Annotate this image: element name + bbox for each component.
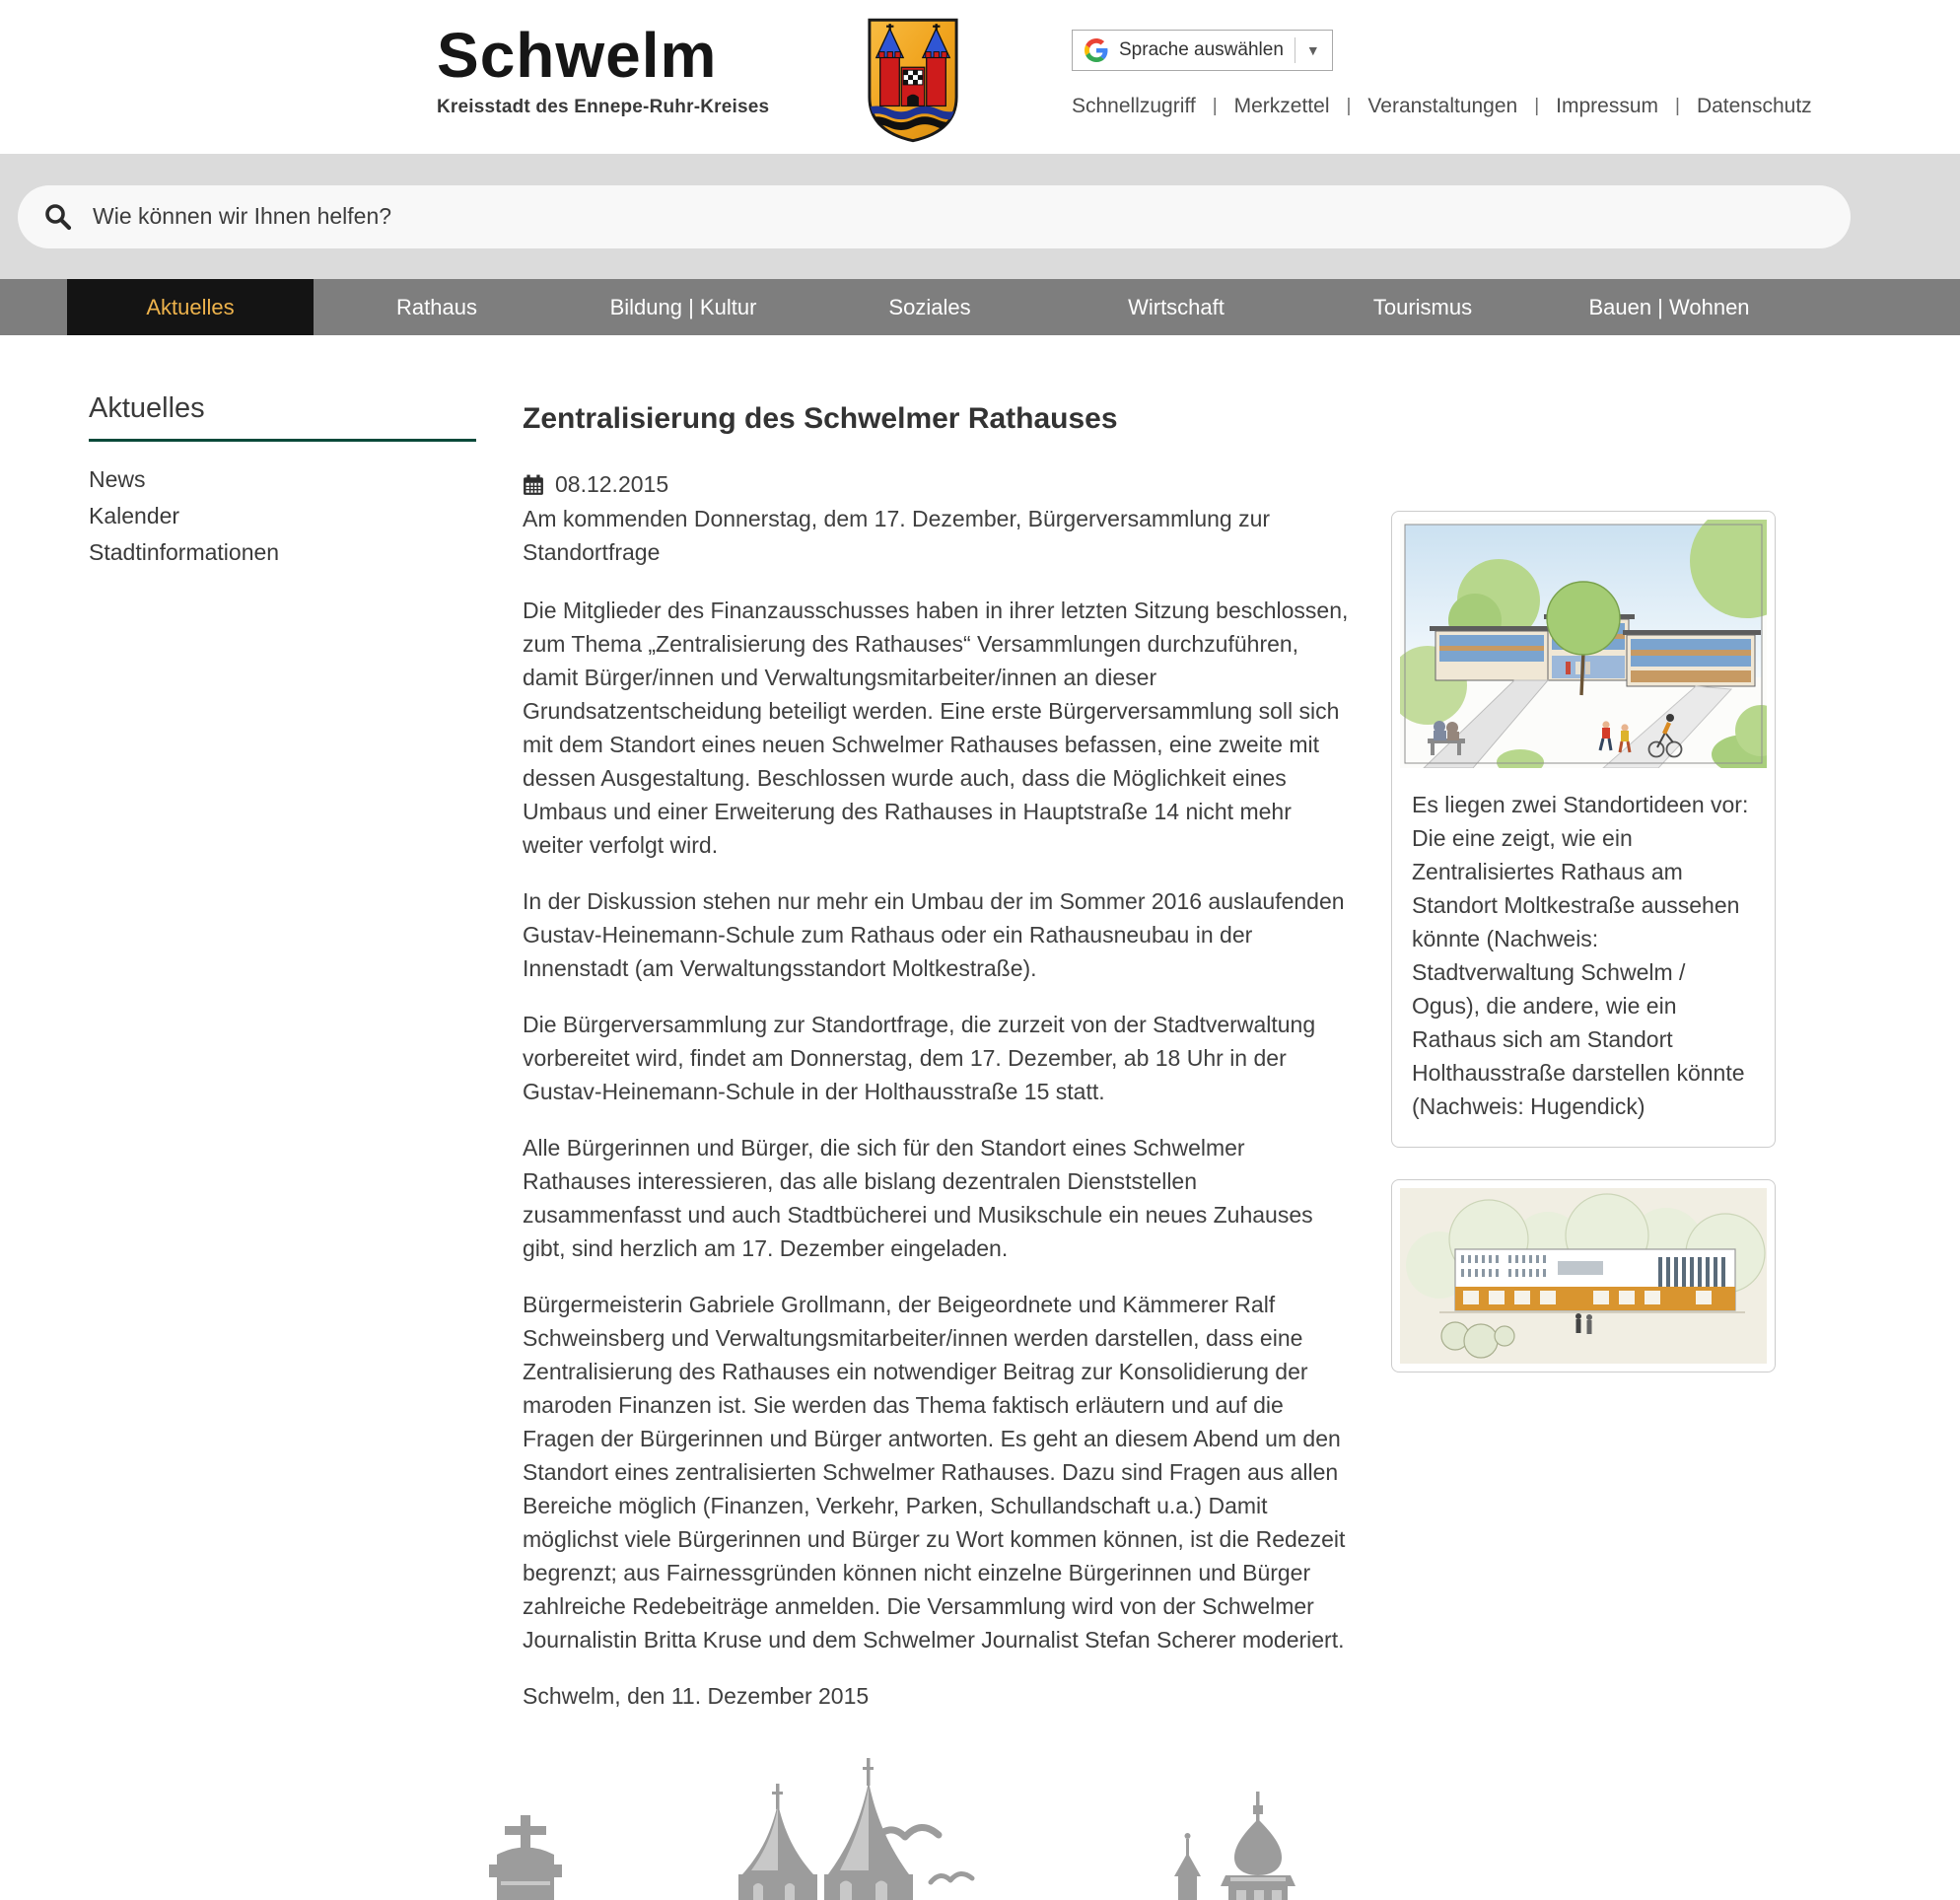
header-link-impressum[interactable]: Impressum [1556, 95, 1659, 117]
article-date-row [523, 471, 1351, 498]
standort-card-2 [1391, 1179, 1776, 1372]
main-nav [0, 279, 1960, 335]
language-selector-label: Sprache auswählen [1119, 39, 1284, 60]
header-link-merkzettel[interactable]: Merkzettel [1233, 95, 1330, 117]
right-column [1391, 392, 1776, 1372]
article-body [523, 594, 1351, 1656]
article-paragraph-1: Die Mitglieder des Finanzausschusses haben in ihrer letzten Sitzung beschlossen, zum Thema „Zentralisierung des Rathauses“ Versammlungen durchzuführen, damit Bürger/innen und Verwaltungsmitarbeiter/innen an dieser Grundsatzentscheidung beteiligt werden. Eine erste Bürgerversammlung soll sich mit dem Standort eines neuen Schwelmer Rathauses befassen, eine zweite mit dessen Ausgestaltung. Beschlossen wurde auch, dass die Möglichkeit eines Umbaus und einer Erweiterung des Rathauses in Hauptstraße 14 nicht mehr weiter verfolgt wird. [523, 598, 1349, 858]
header-links [1072, 95, 1812, 118]
search-bar[interactable] [18, 185, 1851, 248]
nav-item-soziales[interactable]: Soziales [888, 294, 971, 319]
sketch-rathaus-holthausstrasse-image [1400, 1188, 1767, 1364]
content-area [0, 335, 1960, 1735]
header-link-veranstaltungen[interactable]: Veranstaltungen [1367, 95, 1518, 117]
chevron-down-icon: ▼ [1305, 42, 1320, 58]
link-separator: | [1346, 96, 1352, 116]
sidebar-title: Aktuelles [89, 392, 205, 424]
article-paragraph-2: In der Diskussion stehen nur mehr ein Umbau der im Sommer 2016 auslaufenden Gustav-Heinemann-Schule zum Rathaus oder ein Rathausneubau in der Innenstadt (am Verwaltungsstandort Moltkestraße). [523, 888, 1345, 981]
article-title: Zentralisierung des Schwelmer Rathauses [523, 402, 1118, 435]
sidebar-list [89, 461, 523, 571]
nav-item-bauen-wohnen[interactable]: Bauen | Wohnen [1588, 294, 1750, 319]
header-link-schnellzugriff[interactable]: Schnellzugriff [1072, 95, 1196, 117]
standort-caption: Es liegen zwei Standortideen vor: Die eine zeigt, wie ein Zentralisiertes Rathaus am Standort Moltkestraße aussehen könnte (Nachweis: Stadtverwaltung Schwelm / Ogus), die andere, wie ein Rathaus sich am Standort Holthausstraße darstellen könnte (Nachweis: Hugendick) [1412, 792, 1749, 1119]
site-logo[interactable] [437, 20, 770, 118]
article-paragraph-5: Bürgermeisterin Gabriele Grollmann, der Beigeordnete und Kämmerer Ralf Schweinsberg und Verwaltungsmitarbeiter/innen werden darstellen, dass eine Zentralisierung des Rathauses ein notwendiger Beitrag zur Konsolidierung der maroden Finanzen ist. Sie werden das Thema faktisch erläutern und auf die Fragen der Bürgerinnen und Bürger antworten. Es geht an diesem Abend um den Standort eines zentralisierten Schwelmer Rathauses. Dazu sind Fragen aus allen Bereiche möglich (Finanzen, Verkehr, Parken, Schullandschaft u.a.) Damit möglichst viele Bürgerinnen und Bürger zu Wort kommen können, ist die Redezeit begrenzt; aus Fairnessgründen können nicht einzelne Bürgerinnen und Bürger zahlreiche Redebeiträge anmelden. Die Versammlung wird von der Schwelmer Journalistin Britta Kruse und dem Schwelmer Journalist Stefan Scherer moderiert. [523, 1292, 1346, 1653]
sidebar-item-stadtinformationen[interactable]: Stadtinformationen [89, 539, 280, 565]
calendar-icon [523, 474, 544, 496]
article-date: 08.12.2015 [555, 471, 669, 497]
header-link-datenschutz[interactable]: Datenschutz [1696, 95, 1812, 117]
city-skyline-graphic [0, 1742, 1960, 1900]
link-separator: | [1212, 96, 1218, 116]
nav-item-tourismus[interactable]: Tourismus [1372, 294, 1473, 319]
search-band [0, 154, 1960, 279]
city-crest-icon [865, 14, 961, 146]
sketch-rathaus-moltkestrasse-image [1400, 520, 1767, 768]
link-separator: | [1534, 96, 1540, 116]
nav-item-aktuelles[interactable]: Aktuelles [67, 279, 314, 335]
standort-card [1391, 511, 1776, 1148]
sidebar-item-news[interactable]: News [89, 466, 146, 492]
sidebar-header [89, 392, 476, 442]
search-icon [43, 202, 73, 232]
search-input[interactable] [91, 202, 1851, 231]
link-separator: | [1675, 96, 1680, 116]
site-header [0, 0, 1960, 154]
sidebar-item-kalender[interactable]: Kalender [89, 503, 180, 528]
language-selector[interactable] [1072, 30, 1333, 71]
article [523, 392, 1351, 1735]
site-title: Schwelm [437, 20, 718, 91]
google-logo-icon [1085, 38, 1108, 62]
article-paragraph-3: Die Bürgerversammlung zur Standortfrage, die zurzeit von der Stadtverwaltung vorbereitet wird, findet am Donnerstag, dem 17. Dezember, ab 18 Uhr in der Gustav-Heinemann-Schule in der Holthausstraße 15 statt. [523, 1012, 1316, 1104]
article-paragraph-4: Alle Bürgerinnen und Bürger, die sich für den Standort eines Schwelmer Rathauses interessieren, das alle bislang dezentralen Dienststellen zusammenfasst und auch Stadtbücherei und Musikschule ein neues Zuhauses gibt, sind herzlich am 17. Dezember eingeladen. [523, 1135, 1313, 1261]
nav-item-bildung-kultur[interactable]: Bildung | Kultur [609, 294, 757, 319]
article-closing: Schwelm, den 11. Dezember 2015 [523, 1683, 870, 1709]
nav-item-wirtschaft[interactable]: Wirtschaft [1128, 294, 1225, 319]
article-lead: Am kommenden Donnerstag, dem 17. Dezember, Bürgerversammlung zur Standortfrage [523, 506, 1271, 565]
site-subtitle: Kreisstadt des Ennepe-Ruhr-Kreises [437, 97, 770, 117]
nav-item-rathaus[interactable]: Rathaus [396, 294, 477, 319]
sidebar [89, 392, 523, 571]
